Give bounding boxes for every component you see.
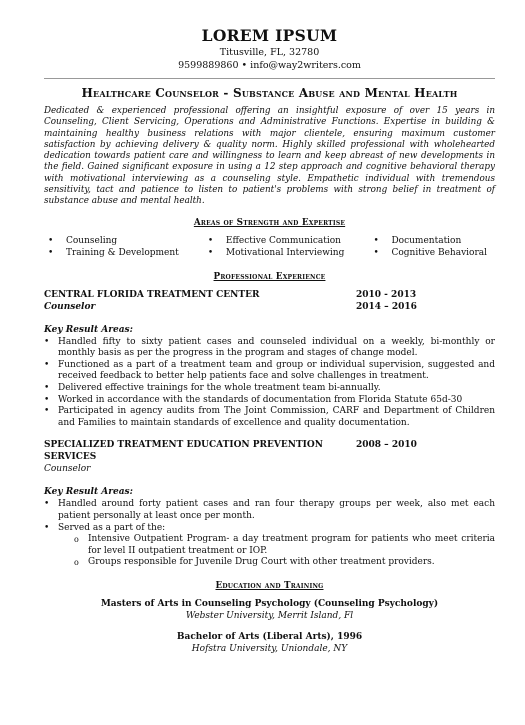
- skill-item: • Effective Communication: [208, 235, 344, 248]
- skill-item: • Documentation: [373, 235, 487, 248]
- education-entry: [44, 598, 495, 622]
- skill-item: • Counseling: [48, 235, 179, 248]
- company-dates: 2008 – 2010: [356, 440, 417, 451]
- duty-item: [44, 523, 495, 569]
- job-entry: [44, 289, 495, 430]
- duty-item: • Handled around forty patient cases and ran four therapy groups per week, also met each patient personally at least once per month.: [44, 499, 495, 522]
- skill-item: • Training & Development: [48, 247, 179, 260]
- key-result-areas-label: Key Result Areas:: [44, 487, 133, 498]
- skills-column: [208, 235, 344, 260]
- key-result-areas-label: Key Result Areas:: [44, 324, 133, 335]
- sub-duties-list: [58, 534, 495, 569]
- school: Hofstra University, Uniondale, NY: [191, 643, 348, 654]
- job-role-row: [44, 301, 495, 313]
- duty-item-text: Served as a part of the:: [58, 522, 166, 533]
- duty-item: • Worked in accordance with the standards of documentation from Florida Statute 65d-30: [44, 395, 495, 407]
- sub-duty-item: o Groups responsible for Juvenile Drug Court with other treatment providers.: [74, 557, 495, 569]
- job-entry: [44, 439, 495, 569]
- job-header: [44, 289, 495, 301]
- address: Titusville, FL, 32780: [219, 47, 320, 58]
- job-role: Counselor: [44, 464, 91, 475]
- duty-item: • Handled fifty to sixty patient cases and counseled individual on a weekly, bi-monthly or monthly basis as per the progress in the program and stages of change model.: [44, 337, 495, 360]
- skills-section-title: Areas of Strength and Expertise: [193, 217, 346, 228]
- duties-list: [44, 337, 495, 430]
- candidate-name: LOREM IPSUM: [201, 26, 338, 45]
- degree: Bachelor of Arts (Liberal Arts), 1996: [176, 631, 363, 642]
- duty-item: • Participated in agency audits from The Joint Commission, CARF and Department of Children and Families to maintain standards of excellence and quality documentation.: [44, 406, 495, 429]
- school: Webster University, Merrit Island, Fl: [185, 610, 354, 621]
- contact-line: 9599889860 • info@way2writers.com: [178, 59, 361, 71]
- experience-section-title: Professional Experience: [213, 271, 326, 282]
- professional-headline: Healthcare Counselor - Substance Abuse and Mental Health: [81, 86, 458, 100]
- job-role: Counselor: [44, 301, 96, 312]
- profile-summary: Dedicated & experienced professional offering an insightful exposure of over 15 years in Counseling, Client Servicing, Operations and Administrative Functions. Expertise in building & maintaining healthy business relations with major clientele, ensuring maximum customer satisfaction by achieving delivery & quality norm. Highly skilled professional with wholehearted dedication towards patient care and willingness to learn and keep abreast of new developments in the field. Gained significant exposure in using a 12 step approach and cognitive behavioral therapy with motivational interviewing as a counseling style. Empathetic individual with tremendous sensitivity, tact and patience to listen to patient's problems with strong belief in treatment of substance abuse and mental health.: [44, 106, 495, 207]
- company-name: SPECIALIZED TREATMENT EDUCATION PREVENTION SERVICES: [44, 440, 323, 463]
- job-role-row: [44, 463, 495, 475]
- skill-item: • Cognitive Behavioral: [373, 247, 487, 260]
- skills-grid: [44, 235, 495, 260]
- skills-column: [48, 235, 179, 260]
- education-entry: [44, 631, 495, 655]
- job-header: [44, 439, 495, 463]
- skills-column: [373, 235, 487, 260]
- duty-item: • Delivered effective trainings for the whole treatment team bi-annually.: [44, 383, 495, 395]
- skill-item: • Motivational Interviewing: [208, 247, 344, 260]
- company-name: CENTRAL FLORIDA TREATMENT CENTER: [44, 289, 260, 300]
- header-divider: [44, 78, 495, 79]
- duty-item: • Functioned as a part of a treatment team and group or individual supervision, suggested and received feedback to better help patients face and solve challenges in treatment.: [44, 360, 495, 383]
- education-section-title: Education and Training: [215, 580, 324, 591]
- company-dates: 2010 - 2013: [356, 289, 417, 300]
- duties-list: [44, 499, 495, 569]
- degree: Masters of Arts in Counseling Psychology (Counseling Psychology): [100, 598, 439, 609]
- sub-duty-item: o Intensive Outpatient Program- a day treatment program for patients who meet criteria for level II outpatient treatment or IOP.: [74, 534, 495, 557]
- role-dates: 2014 – 2016: [356, 301, 417, 312]
